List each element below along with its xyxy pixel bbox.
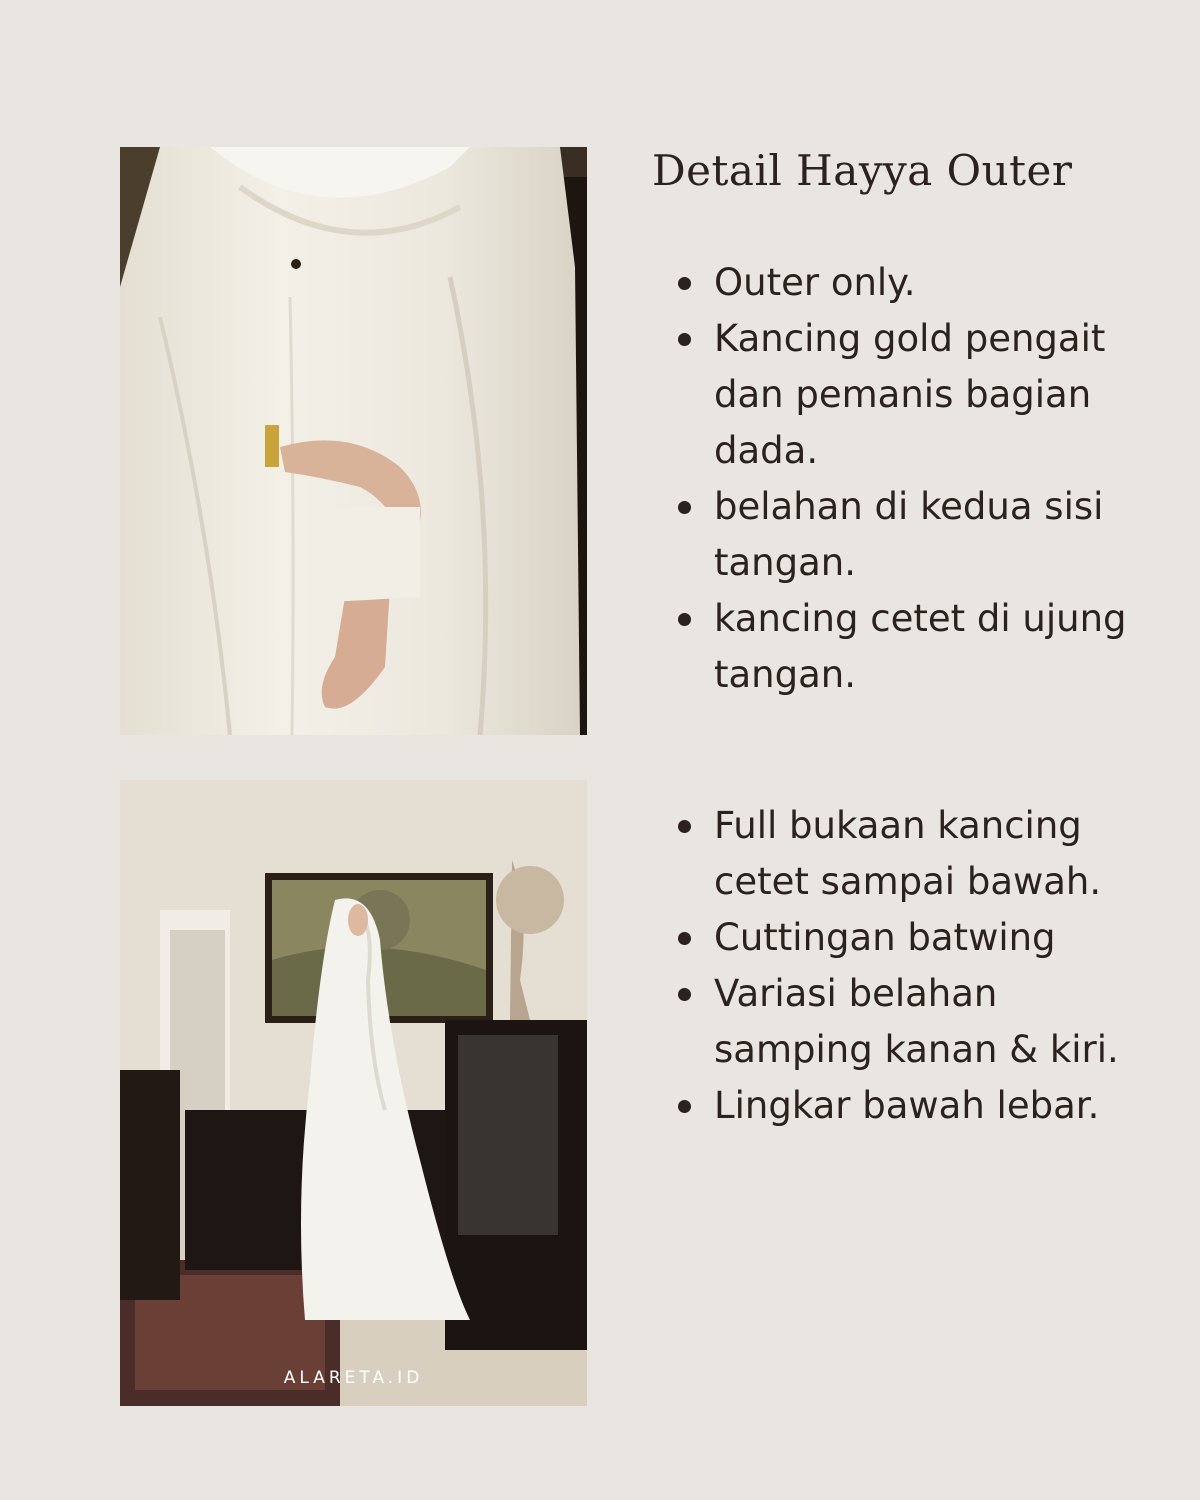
list-item: Outer only. xyxy=(676,255,1146,311)
watermark-text: ALARETA.ID xyxy=(283,1368,424,1388)
page-title: Detail Hayya Outer xyxy=(652,146,1073,195)
list-item: Lingkar bawah lebar. xyxy=(676,1078,1146,1134)
sleeve-detail-photo xyxy=(120,147,587,735)
list-item: Cuttingan batwing xyxy=(676,910,1146,966)
list-item: belahan di kedua sisi tangan. xyxy=(676,479,1146,591)
detail-list-bottom xyxy=(676,798,1146,1134)
model-full-photo xyxy=(120,780,587,1406)
list-item: Full bukaan kancing cetet sampai bawah. xyxy=(676,798,1146,910)
list-item: kancing cetet di ujung tangan. xyxy=(676,591,1146,703)
list-item: Kancing gold pengait dan pemanis bagian dada. xyxy=(676,311,1146,479)
detail-list-top xyxy=(676,255,1146,703)
list-item: Variasi belahan samping kanan & kiri. xyxy=(676,966,1146,1078)
